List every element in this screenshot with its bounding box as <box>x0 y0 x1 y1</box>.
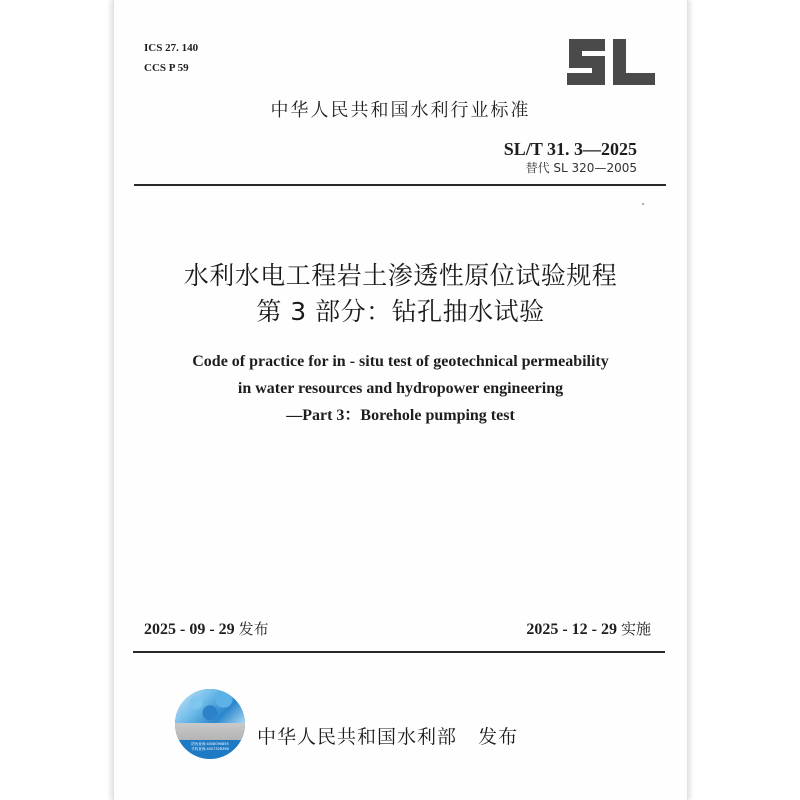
english-title <box>114 348 687 429</box>
hologram-pattern-icon <box>175 689 245 723</box>
industry-standard-title: 中华人民共和国水利行业标准 <box>270 100 531 121</box>
replaces-standard: 替代 SL 320—2005 <box>525 161 637 175</box>
issue-date <box>144 618 269 639</box>
issue-date-value: 2025 - 09 - 29 <box>144 621 235 638</box>
chinese-title-line1: 水利水电工程岩土渗透性原位试验规程 <box>183 261 618 290</box>
publisher-line <box>257 722 518 749</box>
ics-code: ICS 27. 140 <box>144 42 199 54</box>
english-title-line1: Code of practice for in - situ test of geotechnical permeability <box>192 353 609 370</box>
sticker-query-codes <box>175 742 245 751</box>
publish-label: 发布 <box>478 726 519 748</box>
english-title-line2: in water resources and hydropower engineering <box>237 380 564 397</box>
sl-logo-icon <box>565 38 657 86</box>
implement-date-label: 实施 <box>620 620 651 638</box>
chinese-title <box>114 258 687 330</box>
sticker-code-line1: 防伪查询:4008090855 <box>191 742 229 746</box>
publisher-name: 中华人民共和国水利部 <box>257 726 458 748</box>
issue-date-label: 发布 <box>238 620 269 638</box>
implement-date <box>526 618 651 639</box>
sticker-code-line2: 手机查询:4007328398 <box>191 746 229 751</box>
scratch-off-strip <box>175 723 245 740</box>
implement-date-value: 2025 - 12 - 29 <box>526 621 617 638</box>
classification-codes <box>144 38 198 78</box>
english-title-line3: —Part 3：Borehole pumping test <box>286 407 515 424</box>
bottom-divider <box>133 651 665 653</box>
standard-number: SL/T 31. 3—2025 <box>503 139 637 159</box>
print-speck <box>642 203 644 205</box>
document-cover-page <box>113 0 688 800</box>
ccs-code: CCS P 59 <box>144 62 189 74</box>
top-divider <box>134 184 666 186</box>
anti-counterfeit-hologram-sticker <box>175 689 245 759</box>
chinese-title-line2: 第 3 部分：钻孔抽水试验 <box>256 297 545 326</box>
